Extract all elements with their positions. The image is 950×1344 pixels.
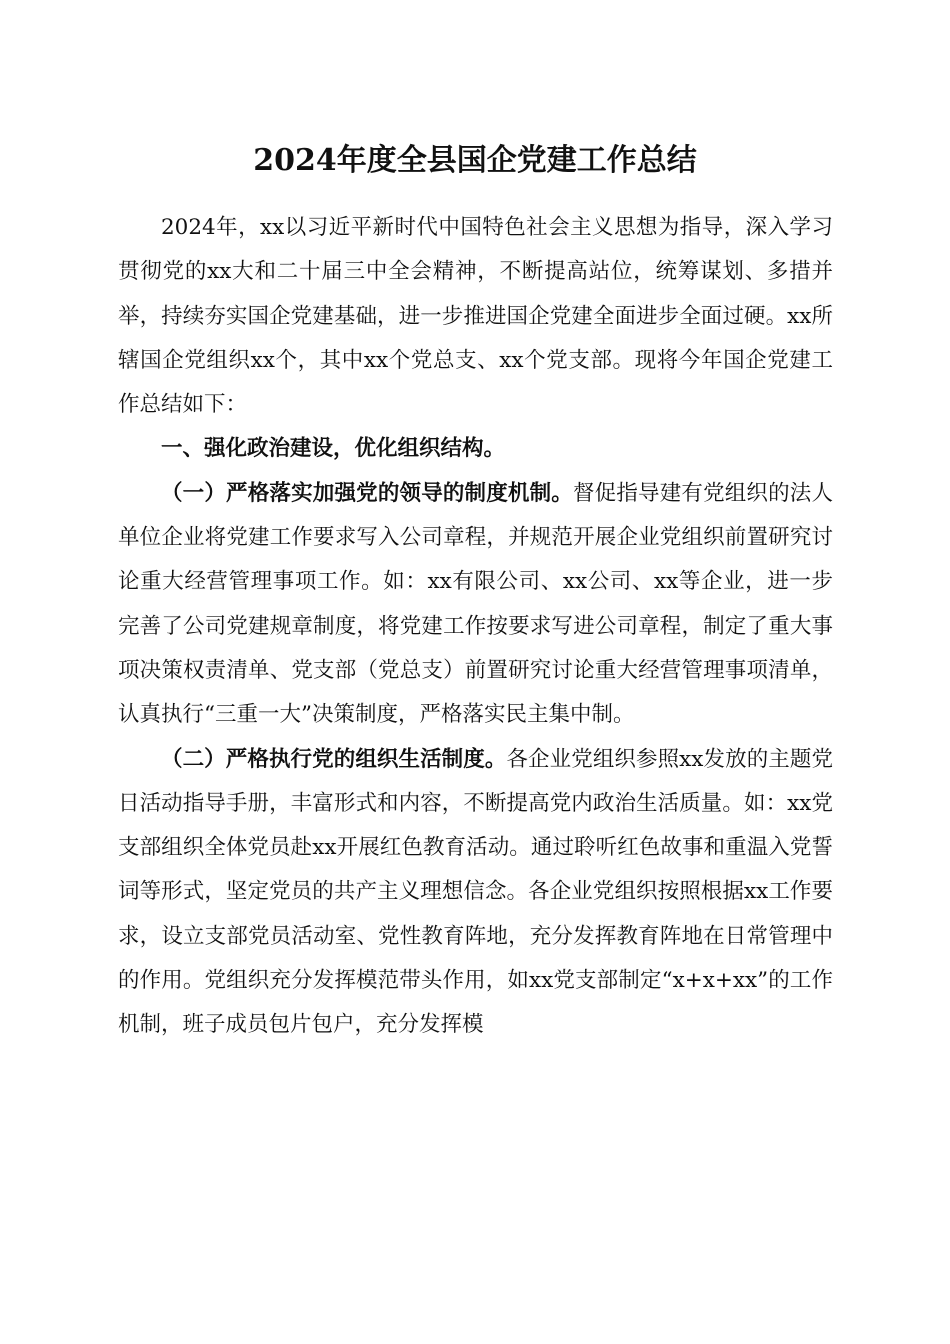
document-body <box>118 206 833 1048</box>
item-paragraph-2 <box>118 738 833 1048</box>
item-paragraph-1 <box>118 472 833 738</box>
intro-paragraph: 2024年，xx以习近平新时代中国特色社会主义思想为指导，深入学习贯彻党的xx大和二十届三中全会精神，不断提高站位，统筹谋划、多措并举，持续夯实国企党建基础，进一步推进国企党建全面进步全面过硬。xx所辖国企党组织xx个，其中xx个党总支、xx个党支部。现将今年国企党建工作总结如下： <box>118 215 833 418</box>
document-title: 2024年度全县国企党建工作总结 <box>253 143 697 178</box>
item-lead-2: （二）严格执行党的组织生活制度。 <box>161 746 507 772</box>
item-text-2: 各企业党组织参照xx发放的主题党日活动指导手册，丰富形式和内容，不断提高党内政治生活质量。如：xx党支部组织全体党员赴xx开展红色教育活动。通过聆听红色故事和重温入党誓词等形式，坚定党员的共产主义理想信念。各企业党组织按照根据xx工作要求，设立支部党员活动室、党性教育阵地，充分发挥教育阵地在日常管理中的作用。党组织充分发挥模范带头作用，如xx党支部制定“x+x+xx”的工作机制，班子成员包片包户，充分发挥模 <box>118 746 833 1038</box>
item-text-1: 督促指导建有党组织的法人单位企业将党建工作要求写入公司章程，并规范开展企业党组织前置研究讨论重大经营管理事项工作。如：xx有限公司、xx公司、xx等企业，进一步完善了公司党建规章制度，将党建工作按要求写进公司章程，制定了重大事项决策权责清单、党支部（党总支）前置研究讨论重大经营管理事项清单，认真执行“三重一大”决策制度，严格落实民主集中制。 <box>118 480 833 728</box>
section-heading-1: 一、强化政治建设，优化组织结构。 <box>161 436 506 462</box>
item-lead-1: （一）严格落实加强党的领导的制度机制。 <box>161 480 573 506</box>
